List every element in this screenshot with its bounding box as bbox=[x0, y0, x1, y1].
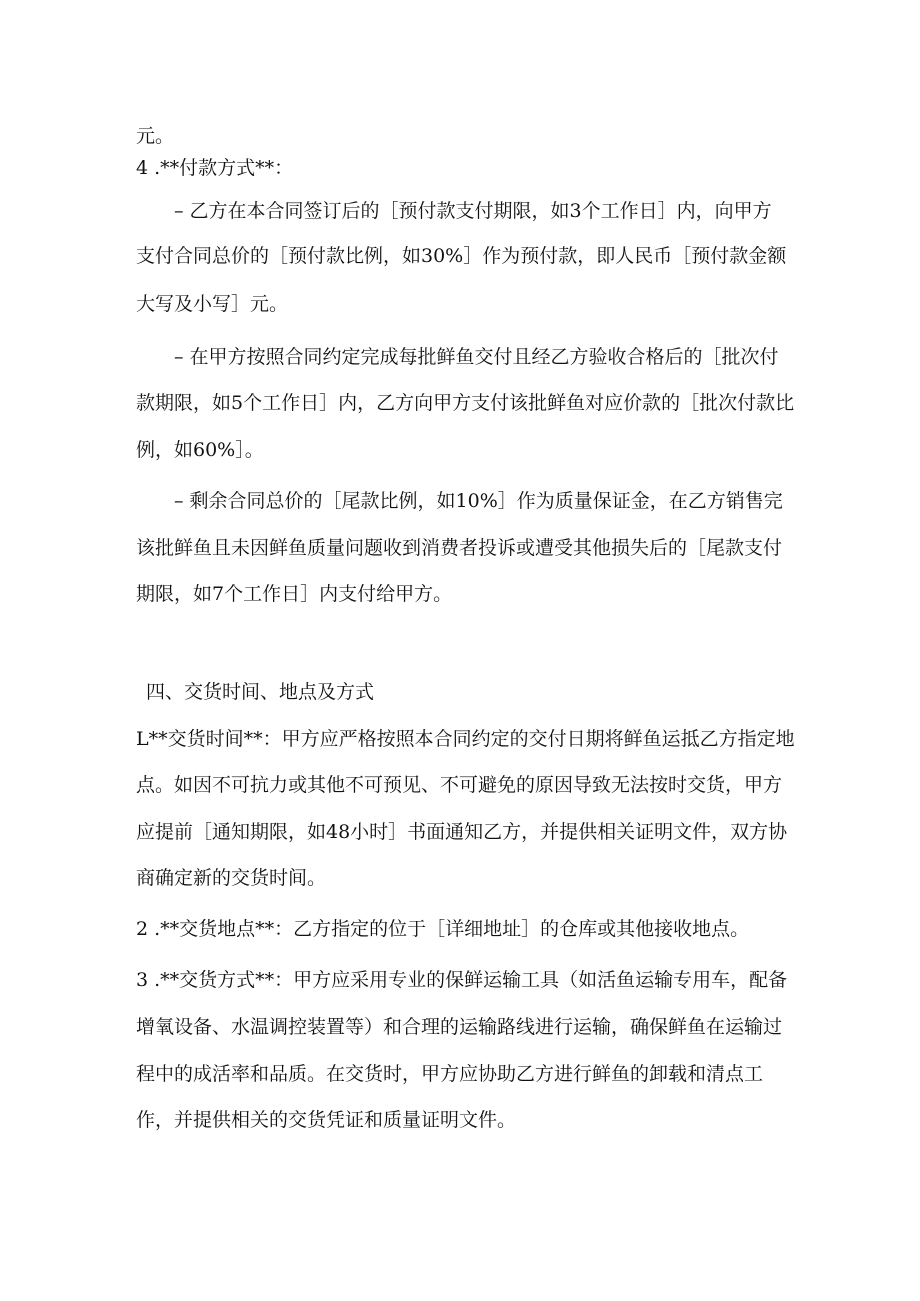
text-line: 程中的成活率和品质。在交货时，甲方应协助乙方进行鲜鱼的卸载和清点工 bbox=[136, 1063, 764, 1085]
section-item-delivery-time: L**交货时间**：甲方应严格按照本合同约定的交付日期将鲜鱼运抵乙方指定地 bbox=[136, 728, 795, 750]
text-line: 元。 bbox=[136, 125, 175, 147]
text-line: 例，如60%］。 bbox=[136, 439, 264, 461]
section-heading-delivery: 四、交货时间、地点及方式 bbox=[146, 681, 375, 703]
section-item-delivery-method: 3 .**交货方式**：甲方应采用专业的保鲜运输工具（如活鱼运输专用车，配备 bbox=[136, 969, 788, 991]
text-line: – 在甲方按照合同约定完成每批鲜鱼交付且经乙方验收合格后的［批次付 bbox=[174, 346, 779, 368]
section-item-delivery-location: 2 .**交货地点**：乙方指定的位于［详细地址］的仓库或其他接收地点。 bbox=[136, 918, 750, 940]
text-line: 大写及小写］元。 bbox=[136, 293, 289, 315]
text-line: 支付合同总价的［预付款比例，如30%］作为预付款，即人民币［预付款金额 bbox=[136, 245, 787, 267]
text-line: 应提前［通知期限，如48小时］书面通知乙方，并提供相关证明文件，双方协 bbox=[136, 821, 788, 843]
text-line: 期限，如7个工作日］内支付给甲方。 bbox=[136, 583, 453, 605]
text-line: 作，并提供相关的交货凭证和质量证明文件。 bbox=[136, 1109, 517, 1131]
section-item-payment-method: 4 .**付款方式**： bbox=[136, 157, 294, 179]
text-line: 款期限，如5个工作日］内，乙方向甲方支付该批鲜鱼对应价款的［批次付款比 bbox=[136, 392, 795, 414]
text-line: 增氧设备、水温调控装置等）和合理的运输路线进行运输，确保鲜鱼在运输过 bbox=[136, 1016, 783, 1038]
text-line: 该批鲜鱼且未因鲜鱼质量问题收到消费者投诉或遭受其他损失后的［尾款支付 bbox=[136, 537, 783, 559]
text-line: – 剩余合同总价的［尾款比例，如10%］作为质量保证金，在乙方销售完 bbox=[174, 490, 783, 512]
text-line: 点。如因不可抗力或其他不可预见、不可避免的原因导致无法按时交货，甲方 bbox=[136, 774, 783, 796]
text-line: 商确定新的交货时间。 bbox=[136, 867, 327, 889]
text-line: – 乙方在本合同签订后的［预付款支付期限，如3个工作日］内，向甲方 bbox=[174, 200, 772, 222]
